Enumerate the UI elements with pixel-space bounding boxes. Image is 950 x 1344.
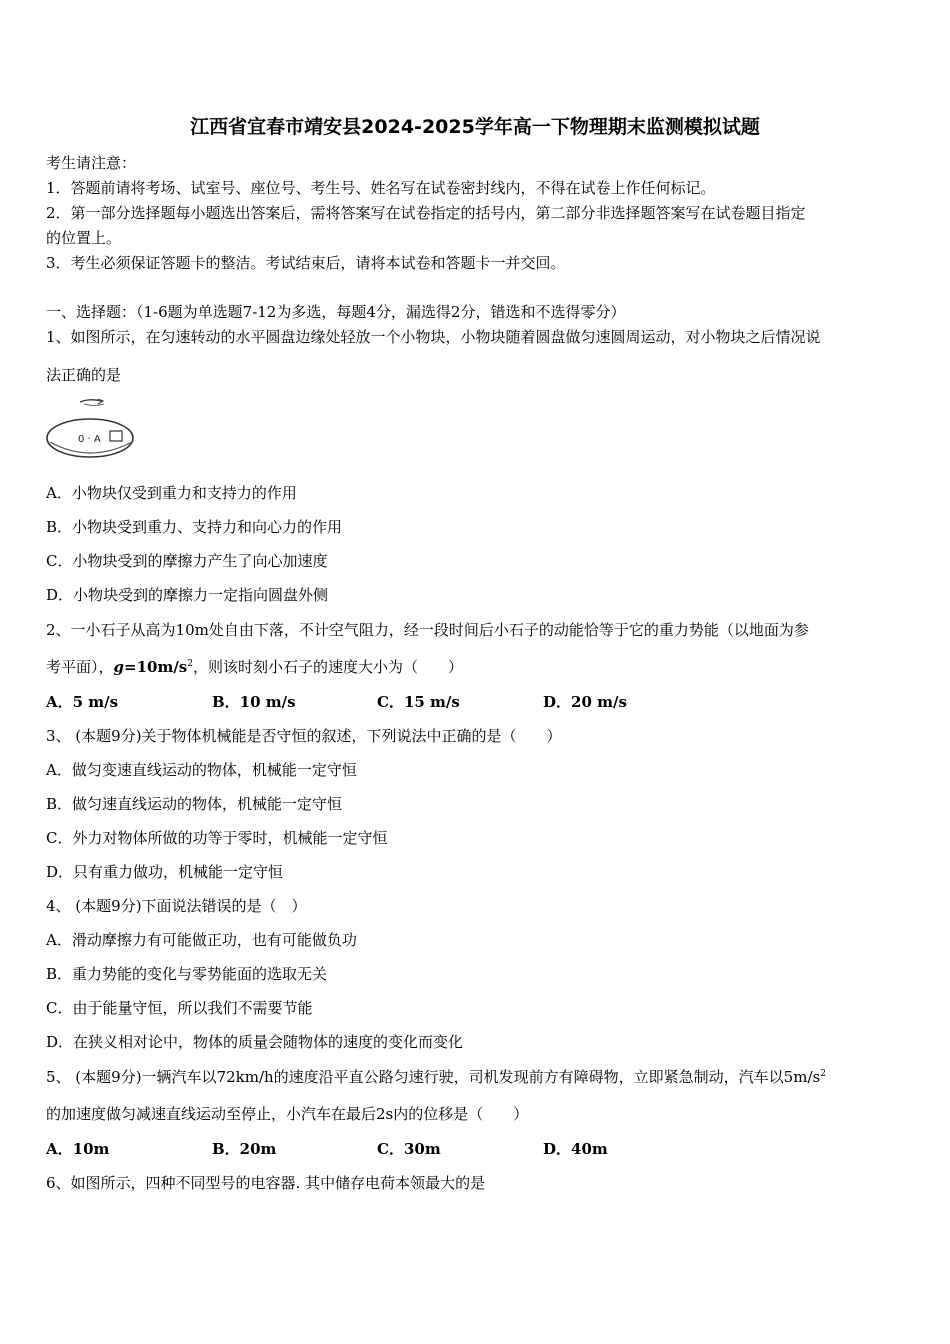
q4-option-d: D．在狭义相对论中，物体的质量会随物体的速度的变化而变化 bbox=[46, 1033, 464, 1051]
q4-option-c: C．由于能量守恒，所以我们不需要节能 bbox=[46, 999, 313, 1017]
q1-stem-cont: 法正确的是 bbox=[46, 366, 122, 384]
q6-stem: 6、如图所示，四种不同型号的电容器. 其中储存电荷本领最大的是 bbox=[46, 1174, 486, 1192]
q5-option-b: B．20m bbox=[212, 1140, 277, 1158]
q3-stem: 3、 (本题9分)关于物体机械能是否守恒的叙述，下列说法中正确的是（ ） bbox=[46, 727, 562, 745]
q1-option-a: A．小物块仅受到重力和支持力的作用 bbox=[46, 484, 297, 502]
q1-option-c: C．小物块受到的摩擦力产生了向心加速度 bbox=[46, 552, 328, 570]
q5-stem-cont: 的加速度做匀减速直线运动至停止，小汽车在最后2s内的位移是（ ） bbox=[46, 1105, 529, 1123]
q5-option-d: D．40m bbox=[543, 1140, 608, 1158]
q4-option-b: B．重力势能的变化与零势能面的选取无关 bbox=[46, 965, 328, 983]
block-icon bbox=[110, 431, 122, 441]
section-heading: 一、选择题：（1-6题为单选题7-12为多选，每题4分，漏选得2分，错选和不选得零分） bbox=[46, 303, 626, 321]
q3-option-c: C．外力对物体所做的功等于零时，机械能一定守恒 bbox=[46, 829, 388, 847]
notice-item-3: 3．考生必须保证答题卡的整洁。考试结束后，请将本试卷和答题卡一并交回。 bbox=[46, 254, 566, 272]
q1-option-b: B．小物块受到重力、支持力和向心力的作用 bbox=[46, 518, 343, 536]
q5-option-c: C．30m bbox=[377, 1140, 441, 1158]
notice-heading: 考生请注意： bbox=[46, 154, 137, 172]
q2-option-b: B．10 m/s bbox=[212, 693, 296, 711]
rotation-arrow-icon bbox=[80, 400, 102, 402]
q3-option-d: D．只有重力做功，机械能一定守恒 bbox=[46, 863, 284, 881]
q4-option-a: A．滑动摩擦力有可能做正功，也有可能做负功 bbox=[46, 931, 357, 949]
q4-stem: 4、 (本题9分)下面说法错误的是（ ） bbox=[46, 897, 307, 915]
q3-option-b: B．做匀速直线运动的物体，机械能一定守恒 bbox=[46, 795, 343, 813]
page-title: 江西省宜春市靖安县2024-2025学年高一下物理期末监测模拟试题 bbox=[190, 116, 760, 138]
q2-option-d: D．20 m/s bbox=[543, 693, 627, 711]
q2-option-a: A．5 m/s bbox=[46, 693, 119, 711]
q2-stem-cont: 考平面），$g=10m/s^2$，则该时刻小石子的速度大小为（ ） bbox=[46, 658, 464, 676]
q2-stem: 2、一小石子从高为10m处自由下落，不计空气阻力，经一段时间后小石子的动能恰等于它的重力势能（以地面为参 bbox=[46, 621, 809, 639]
q1-option-d: D．小物块受到的摩擦力一定指向圆盘外侧 bbox=[46, 586, 329, 604]
notice-item-1: 1．答题前请将考场、试室号、座位号、考生号、姓名写在试卷密封线内，不得在试卷上作任何标记。 bbox=[46, 179, 716, 197]
rotating-disc-figure bbox=[46, 396, 140, 466]
notice-item-2: 2．第一部分选择题每小题选出答案后，需将答案写在试卷指定的括号内，第二部分非选择题答案写在试卷题目指定 bbox=[46, 204, 806, 222]
disc-label: 0 · A bbox=[78, 434, 101, 445]
q5-stem: 5、 (本题9分)一辆汽车以72km/h的速度沿平直公路匀速行驶，司机发现前方有障碍物，立即紧急制动，汽车以$5m/s^2$ bbox=[46, 1068, 826, 1086]
notice-item-2-cont: 的位置上。 bbox=[46, 229, 122, 247]
q2-option-c: C．15 m/s bbox=[377, 693, 460, 711]
q3-option-a: A．做匀变速直线运动的物体，机械能一定守恒 bbox=[46, 761, 357, 779]
q1-stem: 1、如图所示，在匀速转动的水平圆盘边缘处轻放一个小物块，小物块随着圆盘做匀速圆周运动，对小物块之后情况说 bbox=[46, 328, 821, 346]
q5-option-a: A．10m bbox=[46, 1140, 110, 1158]
